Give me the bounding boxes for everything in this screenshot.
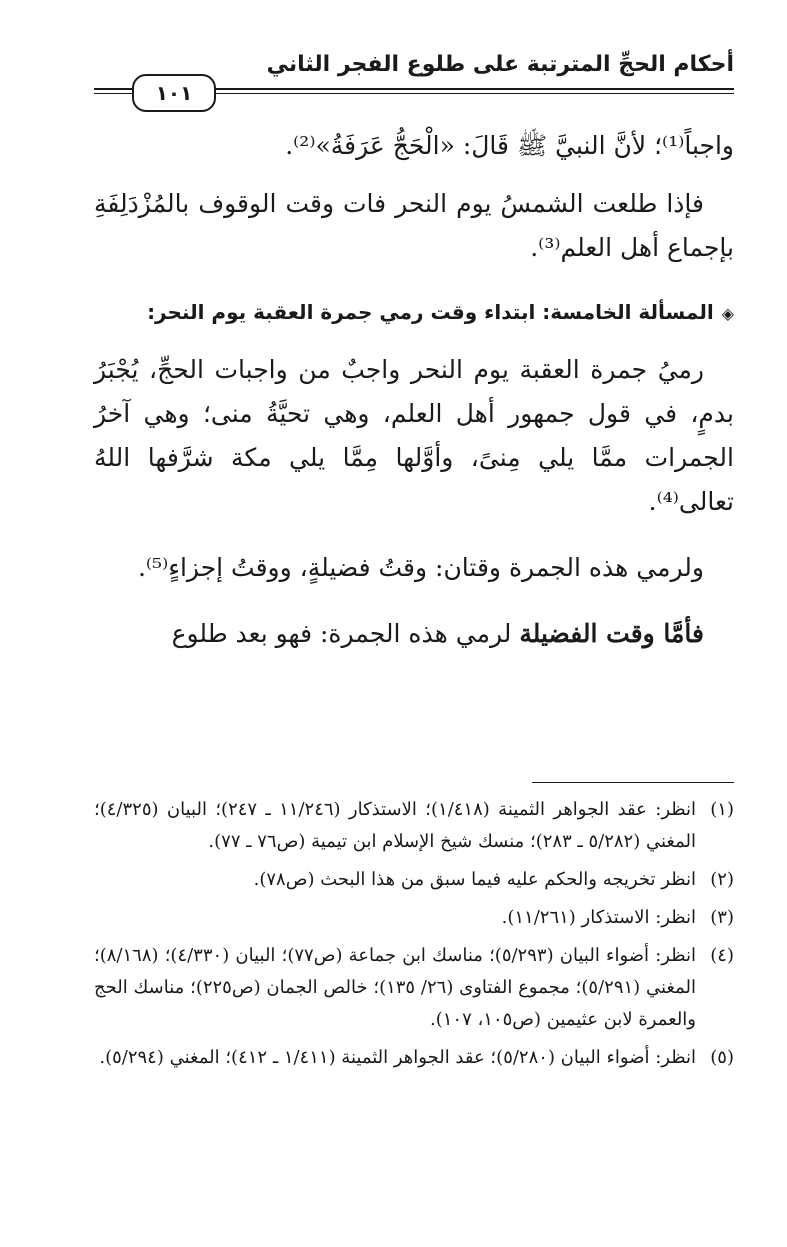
footnote-4 <box>94 940 734 1036</box>
footnote-2 <box>94 864 734 896</box>
footnote-3 <box>94 902 734 934</box>
footnote-text: انظر تخريجه والحكم عليه فيما سبق من هذا البحث (ص٧٨). <box>253 869 696 890</box>
emphasis-text: فأمَّا وقت الفضيلة <box>519 619 704 648</box>
paragraph-5 <box>94 612 734 656</box>
header-rule-left-thin <box>94 93 132 94</box>
running-header <box>94 40 734 110</box>
section-heading-text: المسألة الخامسة: ابتداء وقت رمي جمرة العقبة يوم النحر: <box>147 300 714 324</box>
footnote-separator <box>532 782 734 783</box>
footnote-number: (١) <box>710 799 734 820</box>
footnote-text: انظر: أضواء البيان (٥/٢٨٠)؛ عقد الجواهر الثمينة (١/٤١١ ـ ٤١٢)؛ المغني (٥/٢٩٤). <box>99 1047 696 1068</box>
section-heading <box>94 292 734 334</box>
footnotes <box>94 794 734 1080</box>
diamond-bullet-icon: ◈ <box>721 304 734 323</box>
footnote-text: انظر: عقد الجواهر الثمينة (١/٤١٨)؛ الاستذكار (١١/٢٤٦ ـ ٢٤٧)؛ البيان (٤/٣٢٥)؛ المغني (٥/٢٨٢ ـ ٢٨٣)؛ منسك شيخ الإسلام ابن تيمية (ص٧٦ ـ ٧٧). <box>94 799 697 852</box>
chapter-title: أحكام الحجِّ المترتبة على طلوع الفجر الثاني <box>266 52 734 77</box>
footnote-5 <box>94 1042 734 1074</box>
footnote-text: انظر: أضواء البيان (٥/٢٩٣)؛ مناسك ابن جماعة (ص٧٧)؛ البيان (٤/٣٣٠)؛ (٨/١٦٨)؛ المغني (٥/٢٩١)؛ مجموع الفتاوى (٢٦/ ١٣٥)؛ خالص الجمان (ص٢٢٥)؛ مناسك الحج والعمرة لابن عثيمين (ص١٠٥، ١٠٧). <box>94 945 696 1030</box>
footnote-1 <box>94 794 734 858</box>
page-number: ١٠١ <box>132 74 216 112</box>
main-text <box>94 124 734 656</box>
paragraph-3: رميُ جمرة العقبة يوم النحر واجبٌ من واجبات الحجِّ، يُجْبَرُ بدمٍ، في قول جمهور أهل العلم، وهي تحيَّةُ منى؛ وهي آخرُ الجمرات ممَّا يلي مِنىً، وأوَّلها مِمَّا يلي مكة شرَّفها اللهُ تعالى⁽⁴⁾. <box>94 355 734 516</box>
paragraph-5-rest: لرمي هذه الجمرة: فهو بعد طلوع <box>171 619 520 648</box>
header-rule-right <box>216 88 734 90</box>
header-rule-left <box>94 88 132 90</box>
footnote-text: انظر: الاستذكار (١١/٢٦١). <box>501 907 696 928</box>
paragraph-2: فإذا طلعت الشمسُ يوم النحر فات وقت الوقوف بالمُزْدَلِفَةِ بإجماع أهل العلم⁽³⁾. <box>94 189 734 262</box>
paragraph-1: واجباً⁽¹⁾؛ لأنَّ النبيَّ ﷺ قَالَ: «الْحَجُّ عَرَفَةُ»⁽²⁾. <box>285 131 734 160</box>
footnote-number: (٤) <box>710 945 734 966</box>
footnote-number: (٥) <box>710 1047 734 1068</box>
footnote-number: (٣) <box>710 907 734 928</box>
paragraph-4: ولرمي هذه الجمرة وقتان: وقتُ فضيلةٍ، ووقتُ إجزاءٍ⁽⁵⁾. <box>137 553 704 582</box>
footnote-number: (٢) <box>710 869 734 890</box>
header-rule-right-thin <box>216 93 734 94</box>
